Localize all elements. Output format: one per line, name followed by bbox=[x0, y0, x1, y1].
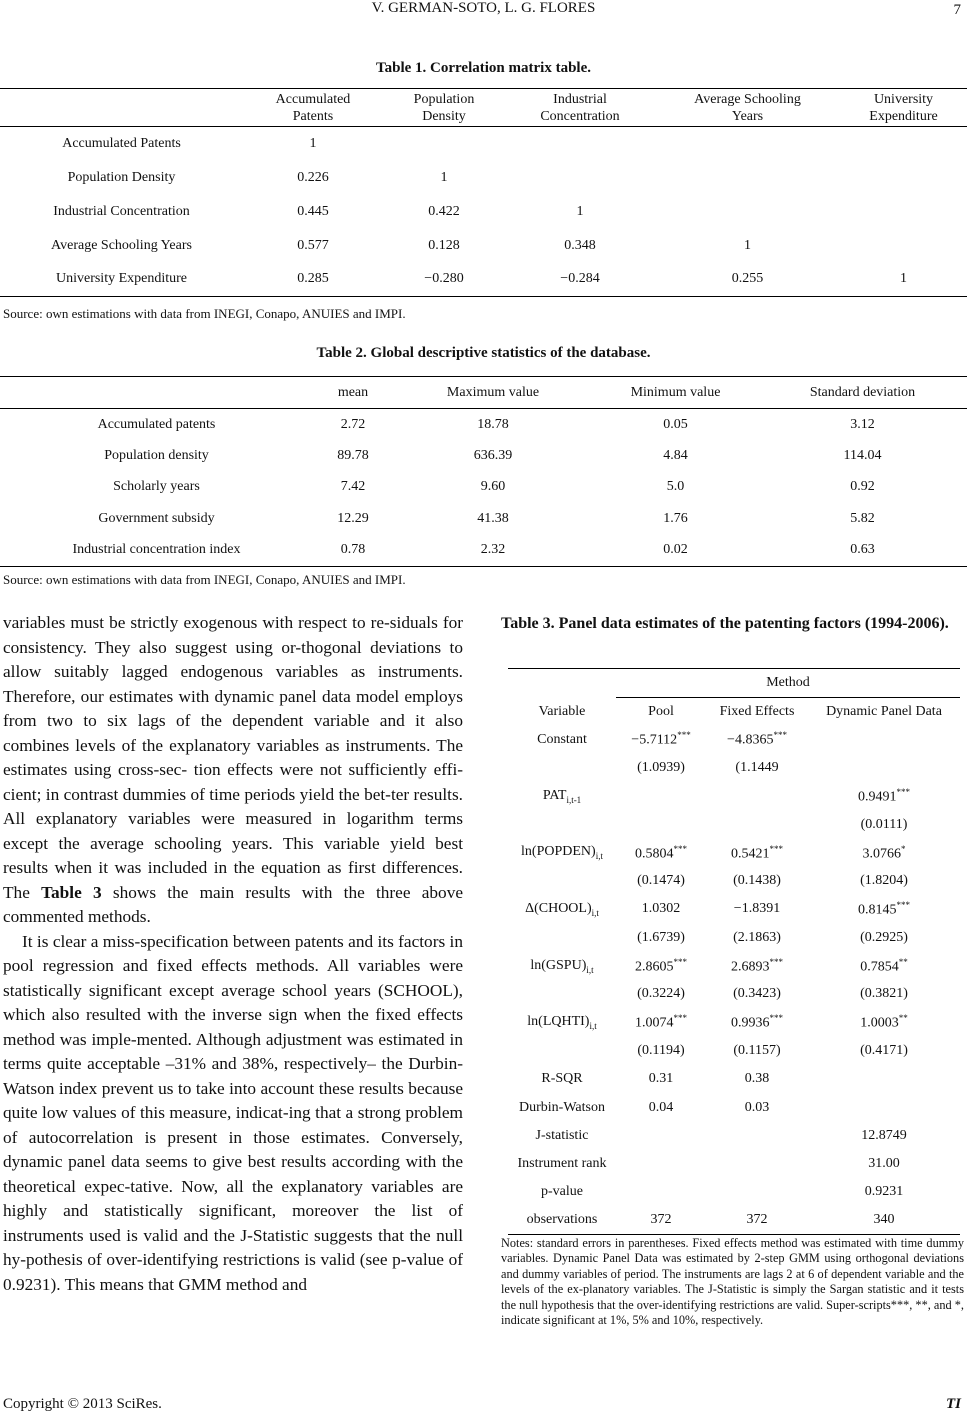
table-cell: 0.226 bbox=[297, 169, 329, 185]
table3-notes: Notes: standard errors in parentheses. Fixed effects method was estimated with time dummy variables. Dynamic Panel Data was estimated by 2-step GMM using orthogonal deviations and dummy variables of period. The instruments are lags 2 at 6 of dependent variable and the levels of the ex-planatory variables. The J-Statistic is simply the Sargan statistic and it tests the null hypothesis that the over-identifying restrictions are valid. Super-scripts***, **, and *, indicate significant at 1%, 5% and 10%, respectively. bbox=[501, 1236, 964, 1328]
table-cell bbox=[840, 161, 967, 195]
table2-column-header: Standard deviation bbox=[758, 377, 967, 409]
row-label: Accumulated patents bbox=[97, 416, 216, 432]
table-cell bbox=[616, 726, 706, 754]
table-cell bbox=[706, 952, 808, 980]
table-cell bbox=[808, 867, 960, 895]
table-cell bbox=[616, 754, 706, 782]
variable-name: Durbin-Watson bbox=[519, 1099, 605, 1115]
row-label: Population density bbox=[104, 447, 209, 463]
cell-value: −5.7112 bbox=[631, 732, 678, 748]
table1-corner-cell bbox=[0, 89, 243, 127]
table-cell bbox=[616, 952, 706, 980]
running-head: V. GERMAN-SOTO, L. G. FLORES bbox=[371, 0, 596, 16]
variable-label bbox=[508, 1122, 616, 1150]
method-header: Method bbox=[616, 669, 960, 698]
cell-value: 0.7854 bbox=[860, 959, 899, 975]
cell-value: (1.0939) bbox=[637, 759, 685, 775]
table1-column-header bbox=[655, 89, 840, 127]
significance-stars: *** bbox=[769, 1013, 783, 1024]
table2-column-header: Maximum value bbox=[393, 377, 593, 409]
table-cell bbox=[706, 1093, 808, 1121]
table-cell: 0.63 bbox=[758, 535, 967, 567]
variable-label bbox=[508, 952, 616, 980]
table-cell bbox=[706, 1037, 808, 1065]
table1-caption: Table 1. Correlation matrix table. bbox=[376, 60, 591, 76]
cell-value: (0.4171) bbox=[860, 1042, 908, 1058]
table3-row bbox=[508, 810, 960, 838]
significance-stars: *** bbox=[896, 900, 910, 911]
variable-label bbox=[508, 1037, 616, 1065]
table-cell bbox=[706, 1008, 808, 1036]
table-cell bbox=[808, 895, 960, 923]
variable-subscript: i,t bbox=[595, 851, 603, 862]
table-cell: −0.280 bbox=[383, 263, 505, 297]
variable-label bbox=[508, 980, 616, 1008]
row-label: Industrial Concentration bbox=[53, 203, 190, 219]
table-cell: 1.76 bbox=[663, 510, 688, 526]
table-cell bbox=[808, 839, 960, 867]
table3-column-header: Fixed Effects bbox=[719, 703, 795, 719]
table-cell bbox=[808, 1008, 960, 1036]
table-cell bbox=[616, 1008, 706, 1036]
table-cell bbox=[616, 1037, 706, 1065]
table-cell bbox=[616, 980, 706, 1008]
table-cell: 7.42 bbox=[340, 479, 366, 495]
table-cell bbox=[505, 161, 655, 195]
journal-abbrev: TI bbox=[946, 1396, 961, 1412]
cell-value: (0.1194) bbox=[637, 1042, 685, 1058]
body-text bbox=[3, 611, 463, 1297]
table2 bbox=[0, 376, 967, 567]
cell-value: (0.1474) bbox=[637, 873, 685, 889]
cell-value: (1.1449 bbox=[735, 759, 779, 775]
table3-column-header: Variable bbox=[538, 703, 586, 719]
table3-row bbox=[508, 1065, 960, 1093]
table-cell bbox=[706, 782, 808, 810]
paragraph-text: variables must be strictly exogenous with respect to re-siduals for consistency. They also suggest using or-thogonal deviations to allow suitably lagged endogenous variables as instruments. Therefore, our estimates with dynamic panel data model employs from two to six lags of the dependent variable and it also combines levels of the explanatory variables as instruments. The estimates using cross-sec- tion effects were not sufficiently effi-cient; in contrast dummies of time periods yield the bet-ter results. All explanatory variables were measured in logarithm terms except the average schooling years. This variable yield best results when it was included in the equation as first differences. The bbox=[3, 613, 463, 902]
table1-source: Source: own estimations with data from INEGI, Conapo, ANUIES and IMPI. bbox=[3, 306, 406, 321]
cell-value: 340 bbox=[873, 1212, 895, 1228]
row-label: Average Schooling Years bbox=[51, 237, 192, 253]
table2-row bbox=[0, 472, 967, 504]
variable-subscript: i,t-1 bbox=[566, 794, 582, 805]
variable-label bbox=[508, 1178, 616, 1206]
table-cell: 1 bbox=[840, 263, 967, 297]
table-cell bbox=[505, 127, 655, 161]
cell-value: (0.2925) bbox=[860, 929, 908, 945]
table-cell bbox=[383, 127, 505, 161]
cell-value: 2.6893 bbox=[731, 959, 770, 975]
table-cell bbox=[706, 726, 808, 754]
table3-caption: Table 3. Panel data estimates of the patenting factors (1994-2006). bbox=[501, 615, 949, 632]
table-cell: 0.78 bbox=[313, 535, 393, 567]
cell-value: (1.6739) bbox=[637, 929, 685, 945]
table3-row bbox=[508, 1178, 960, 1206]
row-label: University Expenditure bbox=[0, 263, 243, 297]
table-cell bbox=[616, 924, 706, 952]
table-cell bbox=[616, 1207, 706, 1235]
table-cell bbox=[616, 839, 706, 867]
table-cell bbox=[616, 1178, 706, 1206]
table-cell bbox=[808, 726, 960, 754]
table-cell bbox=[808, 980, 960, 1008]
column-header-line: Density bbox=[422, 108, 466, 124]
table-cell bbox=[840, 127, 967, 161]
table-cell bbox=[616, 1093, 706, 1121]
cell-value: 1.0074 bbox=[635, 1015, 674, 1031]
variable-label bbox=[508, 726, 616, 754]
variable-label bbox=[508, 810, 616, 838]
cell-value: 1.0302 bbox=[641, 901, 681, 917]
table3-row bbox=[508, 867, 960, 895]
table2-column-header: Minimum value bbox=[593, 377, 758, 409]
cell-value: 31.00 bbox=[868, 1156, 900, 1172]
cell-value: 1.0003 bbox=[860, 1015, 899, 1031]
variable-subscript: i,t bbox=[591, 907, 599, 918]
table-cell: 3.12 bbox=[850, 416, 875, 432]
table-cell bbox=[808, 754, 960, 782]
table-cell: 12.29 bbox=[337, 510, 369, 526]
variable-label bbox=[508, 1207, 616, 1235]
table3-column-header: Pool bbox=[648, 703, 674, 719]
table-cell bbox=[706, 839, 808, 867]
table-cell: 0.05 bbox=[663, 416, 688, 432]
cell-value: −4.8365 bbox=[727, 732, 774, 748]
table-cell bbox=[706, 810, 808, 838]
cell-value: 0.9491 bbox=[858, 789, 897, 805]
table3-row bbox=[508, 782, 960, 810]
table2-row bbox=[0, 535, 967, 567]
table-cell bbox=[706, 1207, 808, 1235]
table3-row bbox=[508, 839, 960, 867]
variable-label bbox=[508, 1065, 616, 1093]
table1-row bbox=[0, 195, 967, 229]
variable-label bbox=[508, 754, 616, 782]
table-cell: 0.128 bbox=[428, 237, 460, 253]
table-cell bbox=[706, 1178, 808, 1206]
variable-name: Instrument rank bbox=[517, 1156, 607, 1172]
column-header-line: Accumulated bbox=[275, 91, 351, 107]
table-cell bbox=[808, 1037, 960, 1065]
cell-value: (0.3224) bbox=[637, 986, 685, 1002]
table-cell: 0.285 bbox=[243, 263, 383, 297]
variable-name: PAT bbox=[542, 787, 567, 803]
cell-value: (2.1863) bbox=[733, 929, 781, 945]
table-cell bbox=[840, 229, 967, 263]
table-cell bbox=[616, 1065, 706, 1093]
table-cell bbox=[808, 782, 960, 810]
cell-value: (0.3423) bbox=[733, 986, 781, 1002]
table-cell: 89.78 bbox=[337, 447, 369, 463]
row-label: Government subsidy bbox=[98, 510, 215, 526]
table1-column-header bbox=[383, 89, 505, 127]
table1 bbox=[0, 88, 967, 297]
column-header-line: University bbox=[873, 91, 934, 107]
table3-row bbox=[508, 924, 960, 952]
table-cell bbox=[706, 980, 808, 1008]
variable-name: Constant bbox=[537, 731, 587, 747]
variable-label bbox=[508, 867, 616, 895]
table3-row bbox=[508, 952, 960, 980]
table-cell bbox=[616, 867, 706, 895]
row-label: Industrial concentration index bbox=[0, 535, 313, 567]
cell-value: 0.9231 bbox=[864, 1184, 904, 1200]
table3-column-header: Dynamic Panel Data bbox=[826, 703, 942, 719]
table-cell: 0.348 bbox=[564, 237, 596, 253]
table2-row bbox=[0, 503, 967, 535]
table1-row bbox=[0, 229, 967, 263]
table2-source: Source: own estimations with data from INEGI, Conapo, ANUIES and IMPI. bbox=[3, 572, 406, 587]
variable-name: Δ(CHOOL) bbox=[525, 901, 592, 917]
table3-row bbox=[508, 1037, 960, 1065]
table2-column-header: mean bbox=[313, 377, 393, 409]
table-reference: Table 3 bbox=[41, 882, 102, 902]
variable-label bbox=[508, 782, 616, 810]
table2-caption: Table 2. Global descriptive statistics of the database. bbox=[316, 345, 651, 361]
table1-row bbox=[0, 127, 967, 161]
variable-name: R-SQR bbox=[541, 1071, 583, 1087]
table-cell bbox=[616, 810, 706, 838]
table-cell bbox=[808, 810, 960, 838]
table1-row bbox=[0, 161, 967, 195]
cell-value: (1.8204) bbox=[860, 873, 908, 889]
variable-label bbox=[508, 839, 616, 867]
table-cell bbox=[616, 1150, 706, 1178]
cell-value: 0.31 bbox=[648, 1071, 674, 1087]
variable-subscript: i,t bbox=[589, 1021, 597, 1032]
significance-stars: *** bbox=[673, 1013, 687, 1024]
table-cell bbox=[808, 1207, 960, 1235]
cell-value: (0.1157) bbox=[733, 1042, 781, 1058]
table-cell bbox=[808, 924, 960, 952]
cell-value: 0.04 bbox=[648, 1099, 674, 1115]
table-cell: 114.04 bbox=[843, 447, 882, 463]
table2-header-row bbox=[0, 377, 967, 409]
variable-name: observations bbox=[526, 1212, 598, 1228]
column-header-line: Industrial bbox=[553, 91, 607, 107]
row-label: Population Density bbox=[67, 169, 176, 185]
cell-value: 2.8605 bbox=[635, 959, 674, 975]
table-cell bbox=[808, 1178, 960, 1206]
row-label: Scholarly years bbox=[113, 479, 200, 495]
cell-value: 372 bbox=[746, 1212, 768, 1228]
table-cell: 18.78 bbox=[477, 416, 509, 432]
table-cell bbox=[706, 1150, 808, 1178]
table-cell bbox=[808, 1065, 960, 1093]
table2-row bbox=[0, 440, 967, 472]
variable-label bbox=[508, 924, 616, 952]
table-cell: 5.82 bbox=[850, 510, 875, 526]
table-cell: 5.0 bbox=[666, 479, 685, 495]
significance-stars: * bbox=[901, 843, 906, 854]
significance-stars: *** bbox=[677, 730, 691, 741]
table-cell: 0.422 bbox=[428, 203, 460, 219]
variable-subscript: i,t bbox=[586, 964, 594, 975]
table-cell bbox=[840, 195, 967, 229]
table-cell bbox=[706, 924, 808, 952]
cell-value: 3.0766 bbox=[862, 846, 901, 862]
variable-name: J-statistic bbox=[535, 1127, 589, 1143]
cell-value: 372 bbox=[650, 1212, 672, 1228]
table-cell bbox=[706, 895, 808, 923]
cell-value: −1.8391 bbox=[733, 901, 781, 917]
table-cell bbox=[616, 782, 706, 810]
significance-stars: *** bbox=[769, 843, 783, 854]
variable-name: ln(LQHTI) bbox=[527, 1014, 590, 1030]
variable-label bbox=[508, 1093, 616, 1121]
table-cell: 2.32 bbox=[393, 535, 593, 567]
table3-row bbox=[508, 895, 960, 923]
table-cell: 41.38 bbox=[477, 510, 509, 526]
table-cell bbox=[706, 1122, 808, 1150]
table3-row bbox=[508, 1207, 960, 1235]
cell-value: 0.03 bbox=[744, 1099, 770, 1115]
table3-row bbox=[508, 754, 960, 782]
variable-label bbox=[508, 1008, 616, 1036]
table-cell bbox=[655, 195, 840, 229]
table-cell: −0.284 bbox=[505, 263, 655, 297]
table1-row bbox=[0, 263, 967, 297]
page-header bbox=[0, 0, 967, 24]
table-cell bbox=[808, 952, 960, 980]
table1-column-header bbox=[505, 89, 655, 127]
significance-stars: ** bbox=[898, 956, 908, 967]
significance-stars: *** bbox=[773, 730, 787, 741]
table-cell: 1 bbox=[744, 237, 751, 253]
table3-row bbox=[508, 1150, 960, 1178]
table-cell bbox=[655, 161, 840, 195]
table-cell: 9.60 bbox=[480, 479, 506, 495]
significance-stars: *** bbox=[896, 786, 910, 797]
significance-stars: ** bbox=[898, 1013, 908, 1024]
table3-row bbox=[508, 1008, 960, 1036]
cell-value: 0.8145 bbox=[858, 902, 897, 918]
column-header-line: Patents bbox=[292, 108, 334, 124]
table-cell bbox=[808, 1122, 960, 1150]
significance-stars: *** bbox=[673, 843, 687, 854]
column-header-line: Expenditure bbox=[869, 108, 938, 124]
paragraph bbox=[3, 611, 463, 930]
table3-row bbox=[508, 1122, 960, 1150]
cell-value: 12.8749 bbox=[861, 1127, 907, 1143]
copyright: Copyright © 2013 SciRes. bbox=[3, 1396, 162, 1412]
cell-value: 0.5804 bbox=[635, 846, 674, 862]
table3 bbox=[508, 668, 960, 1235]
row-label: Accumulated Patents bbox=[62, 135, 181, 151]
table-cell: 0.255 bbox=[655, 263, 840, 297]
table-cell bbox=[706, 1065, 808, 1093]
cell-value: (0.1438) bbox=[733, 873, 781, 889]
variable-name: p-value bbox=[541, 1184, 583, 1200]
significance-stars: *** bbox=[673, 956, 687, 967]
paragraph: It is clear a miss-specification between patents and its factors in pool regression and fixed effects methods. All variables were statistically significant except average school years (SCHOOL), which also resulted with the inverse sign when the fixed effects method was imple-mented. Although adjustment was estimated in terms quite acceptable –31% and 38%, respectively– the Durbin-Watson index prevent us to take into account these results because quite low values of this measure, indicat-ing that a strong problem of autocorrelation is present in those estimates. Conversely, dynamic panel data seems to give best results according with the theoretical expec-tative. Now, all the explanatory variables are highly and statistically significant, moreover the list of instruments used is valid and the J-Statistic suggests that the null hy-pothesis of over-identifying restrictions is valid (see p-value of 0.9231). This means that GMM method and bbox=[3, 931, 463, 1294]
cell-value: 0.9936 bbox=[731, 1015, 770, 1031]
variable-name: ln(POPDEN) bbox=[521, 844, 596, 860]
table-cell: 1 bbox=[440, 169, 448, 185]
column-header-line: Average Schooling bbox=[694, 91, 801, 107]
table2-corner-cell bbox=[0, 377, 313, 409]
table-cell bbox=[706, 754, 808, 782]
table-cell: 4.84 bbox=[663, 447, 688, 463]
table-cell: 0.445 bbox=[297, 203, 329, 219]
table-cell bbox=[808, 1150, 960, 1178]
table1-column-header bbox=[840, 89, 967, 127]
table3-row bbox=[508, 980, 960, 1008]
table-cell: 0.02 bbox=[593, 535, 758, 567]
table-cell bbox=[616, 1122, 706, 1150]
variable-label bbox=[508, 1150, 616, 1178]
cell-value: (0.0111) bbox=[860, 816, 908, 832]
table3-row bbox=[508, 1093, 960, 1121]
page-number: 7 bbox=[953, 2, 961, 18]
cell-value: 0.5421 bbox=[731, 846, 770, 862]
table-cell: 2.72 bbox=[340, 416, 366, 432]
table-cell: 0.577 bbox=[297, 237, 329, 253]
paragraph-text: shows the main results with the three above commented methods. bbox=[3, 882, 464, 926]
table-cell bbox=[655, 127, 840, 161]
column-header-line: Years bbox=[731, 108, 764, 124]
cell-value: (0.3821) bbox=[860, 986, 908, 1002]
table2-row bbox=[0, 409, 967, 441]
table3-row bbox=[508, 726, 960, 754]
cell-value: 0.38 bbox=[744, 1071, 770, 1087]
table-cell: 1 bbox=[576, 203, 584, 219]
table1-header-row bbox=[0, 89, 967, 127]
table-cell: 636.39 bbox=[473, 447, 513, 463]
table-cell bbox=[706, 867, 808, 895]
variable-label bbox=[508, 895, 616, 923]
table1-column-header bbox=[243, 89, 383, 127]
variable-name: ln(GSPU) bbox=[530, 957, 587, 973]
table-cell bbox=[616, 895, 706, 923]
table-cell: 1 bbox=[309, 135, 317, 151]
column-header-line: Concentration bbox=[540, 108, 620, 124]
table-cell: 0.92 bbox=[850, 479, 875, 495]
significance-stars: *** bbox=[769, 956, 783, 967]
table-cell bbox=[808, 1093, 960, 1121]
column-header-line: Population bbox=[413, 91, 475, 107]
